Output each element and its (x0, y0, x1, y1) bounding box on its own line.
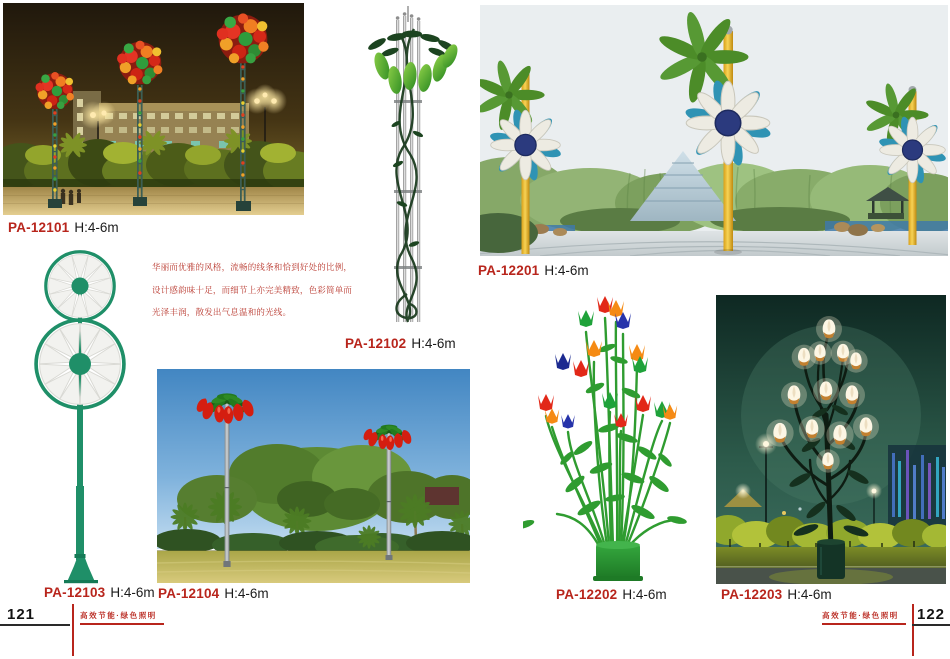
product-code: PA-12201 (478, 263, 540, 278)
footer-left-rule (0, 624, 70, 626)
render-pa-12103 (17, 246, 147, 584)
product-height: H:4-6m (411, 336, 456, 351)
photo-pa-12203 (716, 295, 946, 584)
vine-pole-illustration (352, 4, 466, 334)
product-height: H:4-6m (74, 220, 119, 235)
palm-garden-illustration (157, 369, 470, 583)
photo-pa-12201 (480, 5, 948, 256)
product-height: H:4-6m (110, 585, 155, 600)
product-label-pa-12203 (721, 587, 832, 602)
footer-right-divider (912, 604, 914, 656)
tulip-tree-illustration (523, 288, 713, 584)
product-height: H:4-6m (224, 586, 269, 601)
windmill-park-illustration (480, 5, 948, 256)
description-line-1: 华丽而优雅的风格，流畅的线条和恰到好处的比例， (152, 262, 353, 272)
footer-left-slogan: 高效节能·绿色照明 (80, 611, 157, 620)
description-line-2: 设计感韵味十足，而细节上亦完美精致，色彩简单而 (152, 284, 353, 295)
description-text (152, 256, 352, 324)
footer-left-page-number: 121 (7, 606, 36, 623)
product-height: H:4-6m (787, 587, 832, 602)
render-pa-12102 (352, 4, 466, 334)
footer-left-divider (72, 604, 74, 656)
photo-pa-12104 (157, 369, 470, 583)
product-label-pa-12102 (345, 336, 456, 351)
footer-right-slogan: 高效节能·绿色照明 (822, 611, 899, 620)
footer-left-slogan-underline (80, 623, 164, 625)
product-label-pa-12104 (158, 586, 269, 601)
footer-right-rule (912, 624, 950, 626)
product-code: PA-12101 (8, 220, 70, 235)
render-pa-12202 (523, 288, 713, 584)
product-label-pa-12202 (556, 587, 667, 602)
footer-right-page-number: 122 (917, 606, 946, 623)
product-code: PA-12104 (158, 586, 220, 601)
product-label-pa-12101 (8, 220, 119, 235)
night-lotus-tree-illustration (716, 295, 946, 584)
product-label-pa-12201 (478, 263, 589, 278)
product-height: H:4-6m (622, 587, 667, 602)
footer-right-slogan-underline (822, 623, 906, 625)
product-code: PA-12102 (345, 336, 407, 351)
double-wheel-pole-illustration (17, 246, 147, 584)
photo-pa-12101 (3, 3, 304, 215)
product-label-pa-12103 (44, 585, 155, 600)
night-flowerball-poles-illustration (3, 3, 304, 215)
product-code: PA-12103 (44, 585, 106, 600)
product-height: H:4-6m (544, 263, 589, 278)
product-code: PA-12203 (721, 587, 783, 602)
description-line-3: 光泽丰润，散发出气息温和的光线。 (152, 307, 292, 317)
product-code: PA-12202 (556, 587, 618, 602)
